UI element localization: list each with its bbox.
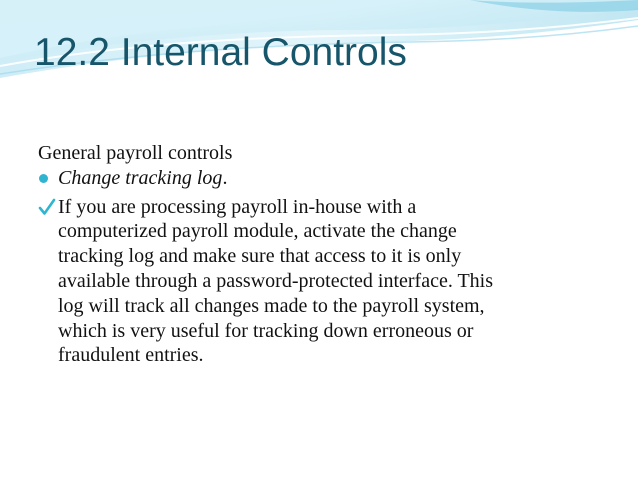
- section-heading: General payroll controls: [38, 142, 233, 164]
- bullet-dot-icon: [39, 174, 48, 183]
- bullet-text: Change tracking log: [58, 166, 223, 189]
- bullet-item: [38, 166, 618, 191]
- slide-body: [38, 141, 618, 368]
- checkmark-icon: [38, 195, 56, 219]
- slide-title: 12.2 Internal Controls: [34, 31, 407, 74]
- check-item-text: If you are processing payroll in-house with a computerized payroll module, activate the change tracking log and make sure that access to it is only available through a password-protected interface. This log will track all changes made to the payroll system, which is very useful for tracking down erroneous or fraudulent entries.: [58, 195, 494, 367]
- bullet-suffix: .: [222, 166, 228, 189]
- check-item: [38, 195, 618, 369]
